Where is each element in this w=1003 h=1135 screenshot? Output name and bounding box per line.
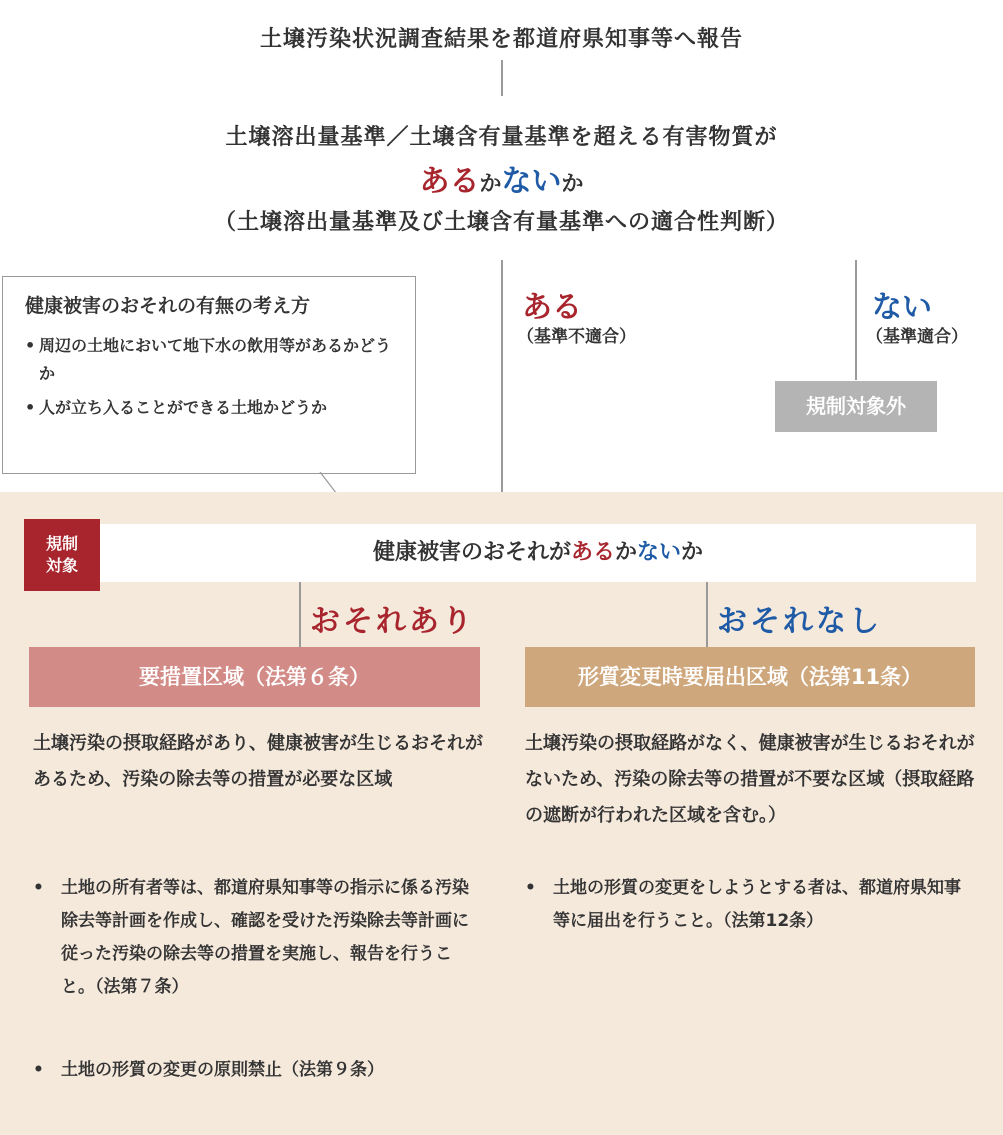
risk-present-label: おそれあり — [310, 604, 475, 639]
branch-aru-sub: （基準不適合） — [517, 327, 636, 347]
report-title: 土壌汚染状況調査結果を都道府県知事等へ報告 — [259, 27, 743, 52]
health-question-aru: ある — [570, 540, 615, 565]
health-risk-question — [100, 524, 976, 582]
zone-left-description: 土壌汚染の摂取経路があり、健康被害が生じるおそれがあるため、汚染の除去等の措置が必要な区域 — [33, 733, 483, 790]
badge-line2: 対象 — [45, 556, 78, 575]
zone-right-bullet: • 土地の形質の変更をしようとする者は、都道府県知事等に届出を行うこと。（法第12条） — [525, 872, 965, 938]
connector-nai — [855, 260, 857, 380]
regulated-badge — [24, 519, 100, 591]
zone-measures-required: 要措置区域（法第６条） — [29, 647, 480, 707]
question-line2 — [0, 156, 1003, 200]
question-line1: 土壌溶出量基準／土壌含有量基準を超える有害物質が — [225, 125, 778, 150]
question-aru: ある — [419, 164, 480, 199]
health-question-prefix: 健康被害のおそれが — [372, 540, 571, 565]
zone-left-bullet: • 土地の所有者等は、都道府県知事等の指示に係る汚染除去等計画を作成し、確認を受けた汚染除去等計画に従った汚染の除去等の措置を実施し、報告を行うこと。（法第７条） — [33, 872, 483, 1004]
branch-nai-sub: （基準適合） — [866, 327, 968, 347]
connector-osore-nashi — [706, 582, 708, 647]
question-ka2: か — [561, 172, 584, 197]
connector-aru — [501, 260, 503, 492]
question-nai: ない — [501, 164, 562, 199]
zone-left-bullet: • 土地の形質の変更の原則禁止（法第９条） — [33, 1054, 483, 1087]
connector-osore-ari — [299, 582, 301, 647]
consideration-item: • 人が立ち入ることができる土地かどうか — [25, 394, 393, 422]
health-question-ka2: か — [681, 540, 704, 565]
zone-right-description: 土壌汚染の摂取経路がなく、健康被害が生じるおそれがないため、汚染の除去等の措置が不要な区域（摂取経路の遮断が行われた区域を含む。） — [525, 733, 975, 826]
health-question-ka1: か — [614, 540, 637, 565]
question-line3: （土壌溶出量基準及び土壌含有量基準への適合性判断） — [213, 210, 789, 235]
question-ka1: か — [479, 172, 502, 197]
branch-nai-label: ない — [872, 290, 932, 325]
consideration-title: 健康被害のおそれの有無の考え方 — [25, 295, 311, 317]
consideration-item: • 周辺の土地において地下水の飲用等があるかどうか — [25, 332, 393, 388]
risk-absent-label: おそれなし — [717, 604, 882, 639]
zone-notification-required: 形質変更時要届出区域（法第11条） — [525, 647, 975, 707]
badge-line1: 規制 — [45, 534, 78, 553]
connector-line — [501, 60, 503, 96]
out-of-scope-box: 規制対象外 — [775, 381, 937, 432]
consideration-box — [2, 276, 416, 474]
branch-aru-label: ある — [522, 290, 582, 325]
health-question-nai: ない — [637, 540, 682, 565]
